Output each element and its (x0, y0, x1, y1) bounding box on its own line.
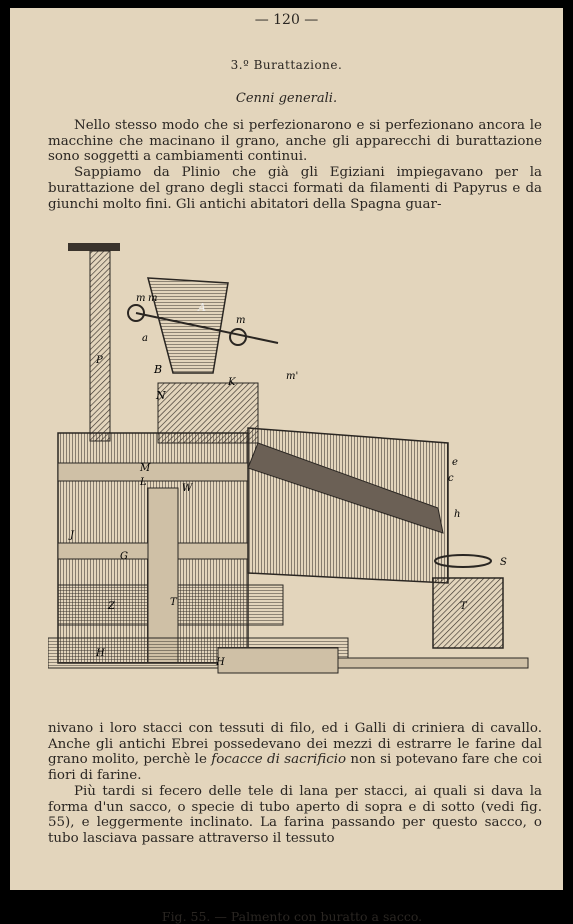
figure-label: T (170, 597, 177, 608)
figure-label: N (156, 389, 166, 402)
figure-label: B (154, 363, 163, 376)
figure-label: H (216, 657, 225, 668)
figure-label: G (120, 551, 128, 562)
paragraph-2: Sappiamo da Plinio che già gli Egiziani impiegavano per la burattazione del grano degli stacci formati da filamenti di Papyrus e da giunchi molto fini. Gli antichi abitatori della Spagna guar- (48, 165, 542, 212)
figure-label: M (140, 463, 151, 474)
figure-label: J (70, 530, 75, 541)
figure-caption: Fig. 55. — Palmento con buratto a sacco. (161, 909, 423, 924)
book-page (10, 8, 563, 924)
top-text (48, 118, 542, 212)
figure-label: S (500, 557, 507, 568)
paragraph-1: Nello stesso modo che si perfezionarono e si perfezionano ancora le macchine che macinano il grano, anche gli apparecchi di burattazione sono soggetti a cambiamenti continui. (48, 118, 542, 165)
figure-label: a (142, 333, 148, 344)
figure-label: A (198, 301, 206, 314)
mill-engraving-svg (48, 233, 536, 683)
figure-label: c (448, 473, 454, 484)
figure-label: L (140, 477, 147, 488)
page-number: — 120 — (254, 12, 319, 28)
paragraph-3-start: nivano i loro stacci con tessuti di filo, ed i Galli di criniera di cavallo. Anche gli antichi Ebrei possedevano dei mezzi di estrarre le farine dal grano molito, perchè le (48, 721, 542, 768)
figure-label: Z (108, 601, 115, 612)
figure-label: m' (286, 371, 299, 382)
section-title: 3.º Burattazione. (230, 58, 343, 72)
figure-label: h (454, 509, 461, 520)
subtitle: Cenni generali. (235, 91, 338, 106)
figure-label: e (452, 457, 458, 468)
paragraph-3-end: non si potevano fare che coi fiori di farine. (48, 752, 542, 784)
figure-label: m (136, 293, 146, 304)
paragraph-3 (48, 721, 542, 784)
figure-label: m (236, 315, 246, 326)
figure-label: T (460, 601, 467, 612)
figure-label: m (148, 293, 158, 304)
figure-label: W (182, 483, 193, 494)
bottom-text (48, 721, 542, 847)
paragraph-4: Più tardi si fecero delle tele di lana per stacci, ai quali si dava la forma d'un sacco, o specie di tubo aperto di sopra e di sotto (vedi fig. 55), e leggermente inclinato. La farina passando per questo sacco, o tubo lasciava passare attraverso il tessuto (48, 783, 542, 846)
figure-label: K (228, 377, 236, 388)
figure-label: H (96, 648, 105, 659)
figure-label: P (96, 355, 103, 366)
emphasized-phrase: focacce di sacrificio (211, 752, 347, 768)
